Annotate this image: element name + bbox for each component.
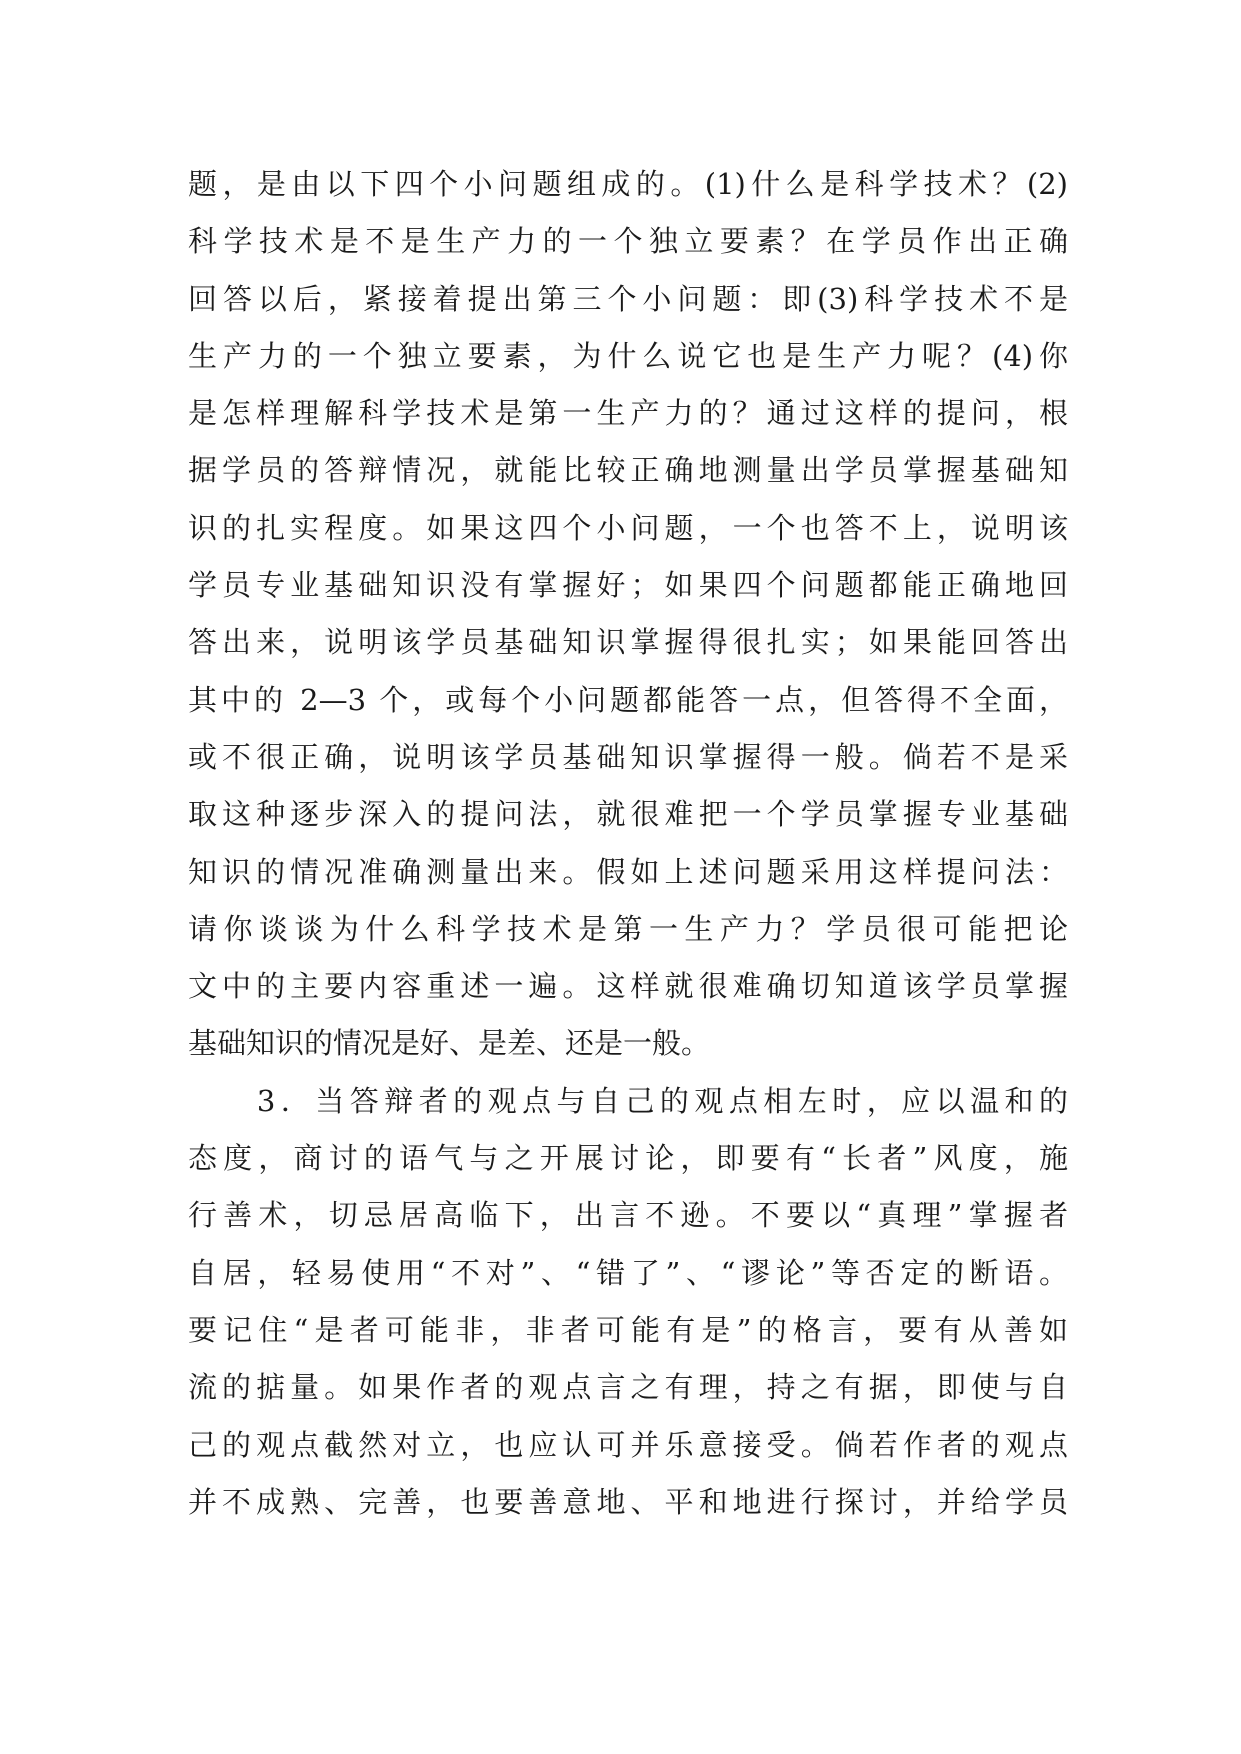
text-line: 并不成熟、完善，也要善意地、平和地进行探讨，并给学员 — [188, 1484, 1068, 1519]
text-line: 生产力的一个独立要素，为什么说它也是生产力呢？(4)你 — [188, 338, 1068, 373]
paragraph-start-line: 3．当答辩者的观点与自己的观点相左时，应以温和的 — [188, 1083, 1068, 1118]
text-line: 回答以后，紧接着提出第三个小问题：即(3)科学技术不是 — [188, 281, 1068, 316]
text-line: 题，是由以下四个小问题组成的。(1)什么是科学技术？(2) — [188, 167, 1068, 201]
text-line: 学员专业基础知识没有掌握好；如果四个问题都能正确地回 — [188, 568, 1068, 603]
text-line: 要记住“是者可能非，非者可能有是”的格言，要有从善如 — [188, 1312, 1068, 1347]
text-line: 知识的情况准确测量出来。假如上述问题采用这样提问法： — [188, 854, 1068, 889]
text-line: 自居，轻易使用“不对”、“错了”、“谬论”等否定的断语。 — [188, 1255, 1068, 1290]
text-line: 其中的 2—3 个，或每个小问题都能答一点，但答得不全面， — [188, 682, 1068, 717]
text-line: 己的观点截然对立，也应认可并乐意接受。倘若作者的观点 — [188, 1427, 1068, 1462]
paragraph-end-line: 基础知识的情况是好、是差、还是一般。 — [188, 1026, 711, 1061]
body-text — [188, 156, 1068, 1531]
text-line: 态度，商讨的语气与之开展讨论，即要有“长者”风度，施 — [188, 1141, 1068, 1176]
text-line: 文中的主要内容重述一遍。这样就很难确切知道该学员掌握 — [188, 969, 1068, 1004]
text-line: 流的掂量。如果作者的观点言之有理，持之有据，即使与自 — [188, 1370, 1068, 1405]
text-line: 请你谈谈为什么科学技术是第一生产力？学员很可能把论 — [188, 911, 1068, 946]
text-line: 据学员的答辩情况，就能比较正确地测量出学员掌握基础知 — [188, 453, 1068, 488]
text-line: 答出来，说明该学员基础知识掌握得很扎实；如果能回答出 — [188, 625, 1068, 660]
text-line: 取这种逐步深入的提问法，就很难把一个学员掌握专业基础 — [188, 797, 1068, 832]
text-line: 是怎样理解科学技术是第一生产力的？通过这样的提问，根 — [188, 396, 1068, 431]
text-line: 识的扎实程度。如果这四个小问题，一个也答不上，说明该 — [188, 510, 1068, 545]
text-line: 科学技术是不是生产力的一个独立要素？在学员作出正确 — [188, 224, 1068, 259]
text-line: 或不很正确，说明该学员基础知识掌握得一般。倘若不是采 — [188, 739, 1068, 774]
text-line: 行善术，切忌居高临下，出言不逊。不要以“真理”掌握者 — [188, 1198, 1068, 1233]
